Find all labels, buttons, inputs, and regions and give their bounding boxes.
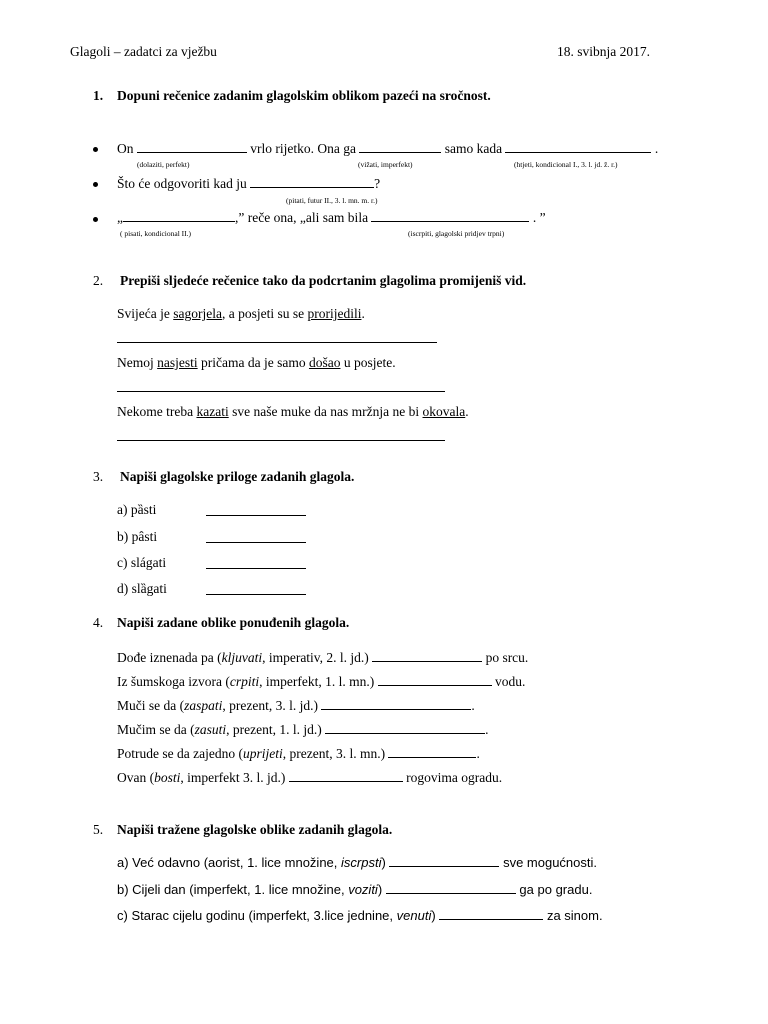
answer-blank[interactable] [388,747,476,758]
answer-blank[interactable] [250,177,374,188]
task5-line-2 [117,882,592,897]
bullet [93,147,98,152]
answer-blank[interactable] [371,211,529,222]
text: u posjete. [340,355,396,370]
answer-blank[interactable] [123,211,235,222]
task3-item-a: a) pȁsti [117,502,157,517]
text: , prezent, 3. l. mn.) [282,746,386,761]
task1-title: Dopuni rečenice zadanim glagolskim oblikom pazeći na sročnost. [117,88,491,103]
text: za sinom. [546,908,603,923]
hint: ( pisati, kondicional II.) [120,229,192,238]
hint: (pitati, futur II., 3. l. mn. m. r.) [286,196,378,205]
task5-title: Napiši tražene glagolske oblike zadanih glagola. [117,822,393,837]
text: ) [381,855,386,870]
task4-title: Napiši zadane oblike ponuđenih glagola. [117,615,350,630]
hint: (htjeti, kondicional I., 3. l. jd. ž. r.) [514,160,618,169]
text: sve mogućnosti. [503,855,597,870]
answer-blank[interactable] [505,142,651,153]
task3-item-d: d) slȁgati [117,581,167,596]
text: . [476,746,480,761]
text: ) [377,882,383,897]
task2-number: 2. [93,273,104,288]
answer-blank[interactable] [372,651,482,662]
text: On [117,141,134,156]
text: c) Starac cijelu godinu (imperfekt, 3.lice jednine, [117,908,397,923]
underlined-verb: došao [308,355,341,370]
task1-number: 1. [93,88,104,103]
text: vodu. [494,674,526,689]
task1-b3-text [117,210,546,226]
answer-line[interactable] [206,542,306,543]
text: , prezent, 3. l. jd.) [222,698,318,713]
text: Mučim se da ( [117,722,195,737]
task3-title: Napiši glagolske priloge zadanih glagola. [120,469,355,484]
verb: uprijeti [242,746,283,761]
task3-item-c: c) slágati [117,555,167,570]
task2-title: Prepiši sljedeće rečenice tako da podcrtanim glagolima promijeniš vid. [120,273,527,288]
bullet [93,182,98,187]
answer-blank[interactable] [389,856,499,867]
task4-line-2 [117,674,525,690]
answer-blank[interactable] [325,723,485,734]
verb: voziti [348,882,378,897]
task3-number: 3. [93,469,104,484]
text: , imperfekt 3. l. jd.) [180,770,286,785]
task2-sentence-1 [117,306,365,322]
verb: kljuvati [221,650,263,665]
answer-line[interactable] [117,391,445,392]
text: b) Cijeli dan (imperfekt, 1. lice množine, [117,882,349,897]
task4-line-4 [117,722,488,738]
header-date: 18. svibnja 2017. [557,44,650,59]
text: Muči se da ( [117,698,185,713]
task4-line-5 [117,746,480,762]
answer-blank[interactable] [289,771,403,782]
answer-blank[interactable] [386,883,516,894]
text: . [485,722,489,737]
text: , prezent, 1. l. jd.) [226,722,322,737]
text: po srcu. [485,650,529,665]
answer-line[interactable] [117,342,437,343]
text: ga po gradu. [519,882,593,897]
verb: bosti [154,770,181,785]
verb: venuti [396,908,432,923]
text: . [361,306,365,321]
verb: zasuti [194,722,227,737]
task1-b2-text [117,176,380,192]
task5-number: 5. [93,822,104,837]
text: . [471,698,475,713]
verb: iscrpsti [341,855,382,870]
task2-sentence-2 [117,355,396,371]
answer-line[interactable] [206,594,306,595]
answer-blank[interactable] [359,142,441,153]
text: , imperfekt, 1. l. mn.) [259,674,375,689]
text: Što će odgovoriti kad ju [117,176,247,191]
text: ) [431,908,436,923]
task4-number: 4. [93,615,104,630]
task2-sentence-3 [117,404,469,420]
text: , imperativ, 2. l. jd.) [262,650,369,665]
answer-blank[interactable] [439,909,543,920]
underlined-verb: okovala [422,404,466,419]
hint: (dolaziti, perfekt) [137,160,190,169]
underlined-verb: kazati [196,404,229,419]
task4-line-6 [117,770,502,786]
bullet [93,217,98,222]
text: , a posjeti su se [221,306,308,321]
hint: (iscrpiti, glagolski pridjev trpni) [408,229,505,238]
text: . [654,141,659,156]
answer-blank[interactable] [137,142,247,153]
text: rogovima ogradu. [406,770,503,785]
text: Ovan ( [117,770,155,785]
text: Dođe iznenada pa ( [117,650,222,665]
answer-blank[interactable] [378,675,492,686]
answer-blank[interactable] [321,699,471,710]
text: a) Već odavno (aorist, 1. lice množine, [117,855,342,870]
answer-line[interactable] [206,568,306,569]
text: samo kada [444,141,503,156]
text: Iz šumskoga izvora ( [117,674,230,689]
verb: crpiti [229,674,260,689]
task4-line-1 [117,650,528,666]
task5-line-1 [117,855,597,870]
task1-b1-text [117,141,658,157]
task4-line-3 [117,698,475,714]
text: „ [117,210,123,225]
task5-line-3 [117,908,603,923]
underlined-verb: sagorjela [173,306,222,321]
text: ? [374,176,381,191]
task3-item-b: b) pâsti [117,529,158,544]
text: sve naše muke da nas mržnja ne bi [228,404,423,419]
text: Svijeća je [117,306,174,321]
text: Nekome treba [117,404,197,419]
underlined-verb: prorijedili [307,306,362,321]
text: pričama da je samo [197,355,309,370]
hint: (vižati, imperfekt) [358,160,413,169]
answer-line[interactable] [117,440,445,441]
text: . [465,404,469,419]
underlined-verb: nasjesti [157,355,198,370]
answer-line[interactable] [206,515,306,516]
text: Nemoj [117,355,158,370]
text: ,” reče ona, „ali sam bila [235,210,369,225]
text: . ” [532,210,546,225]
header-title: Glagoli – zadatci za vježbu [70,44,217,59]
text: vrlo rijetko. Ona ga [250,141,356,156]
verb: zaspati [184,698,223,713]
text: Potrude se da zajedno ( [117,746,243,761]
